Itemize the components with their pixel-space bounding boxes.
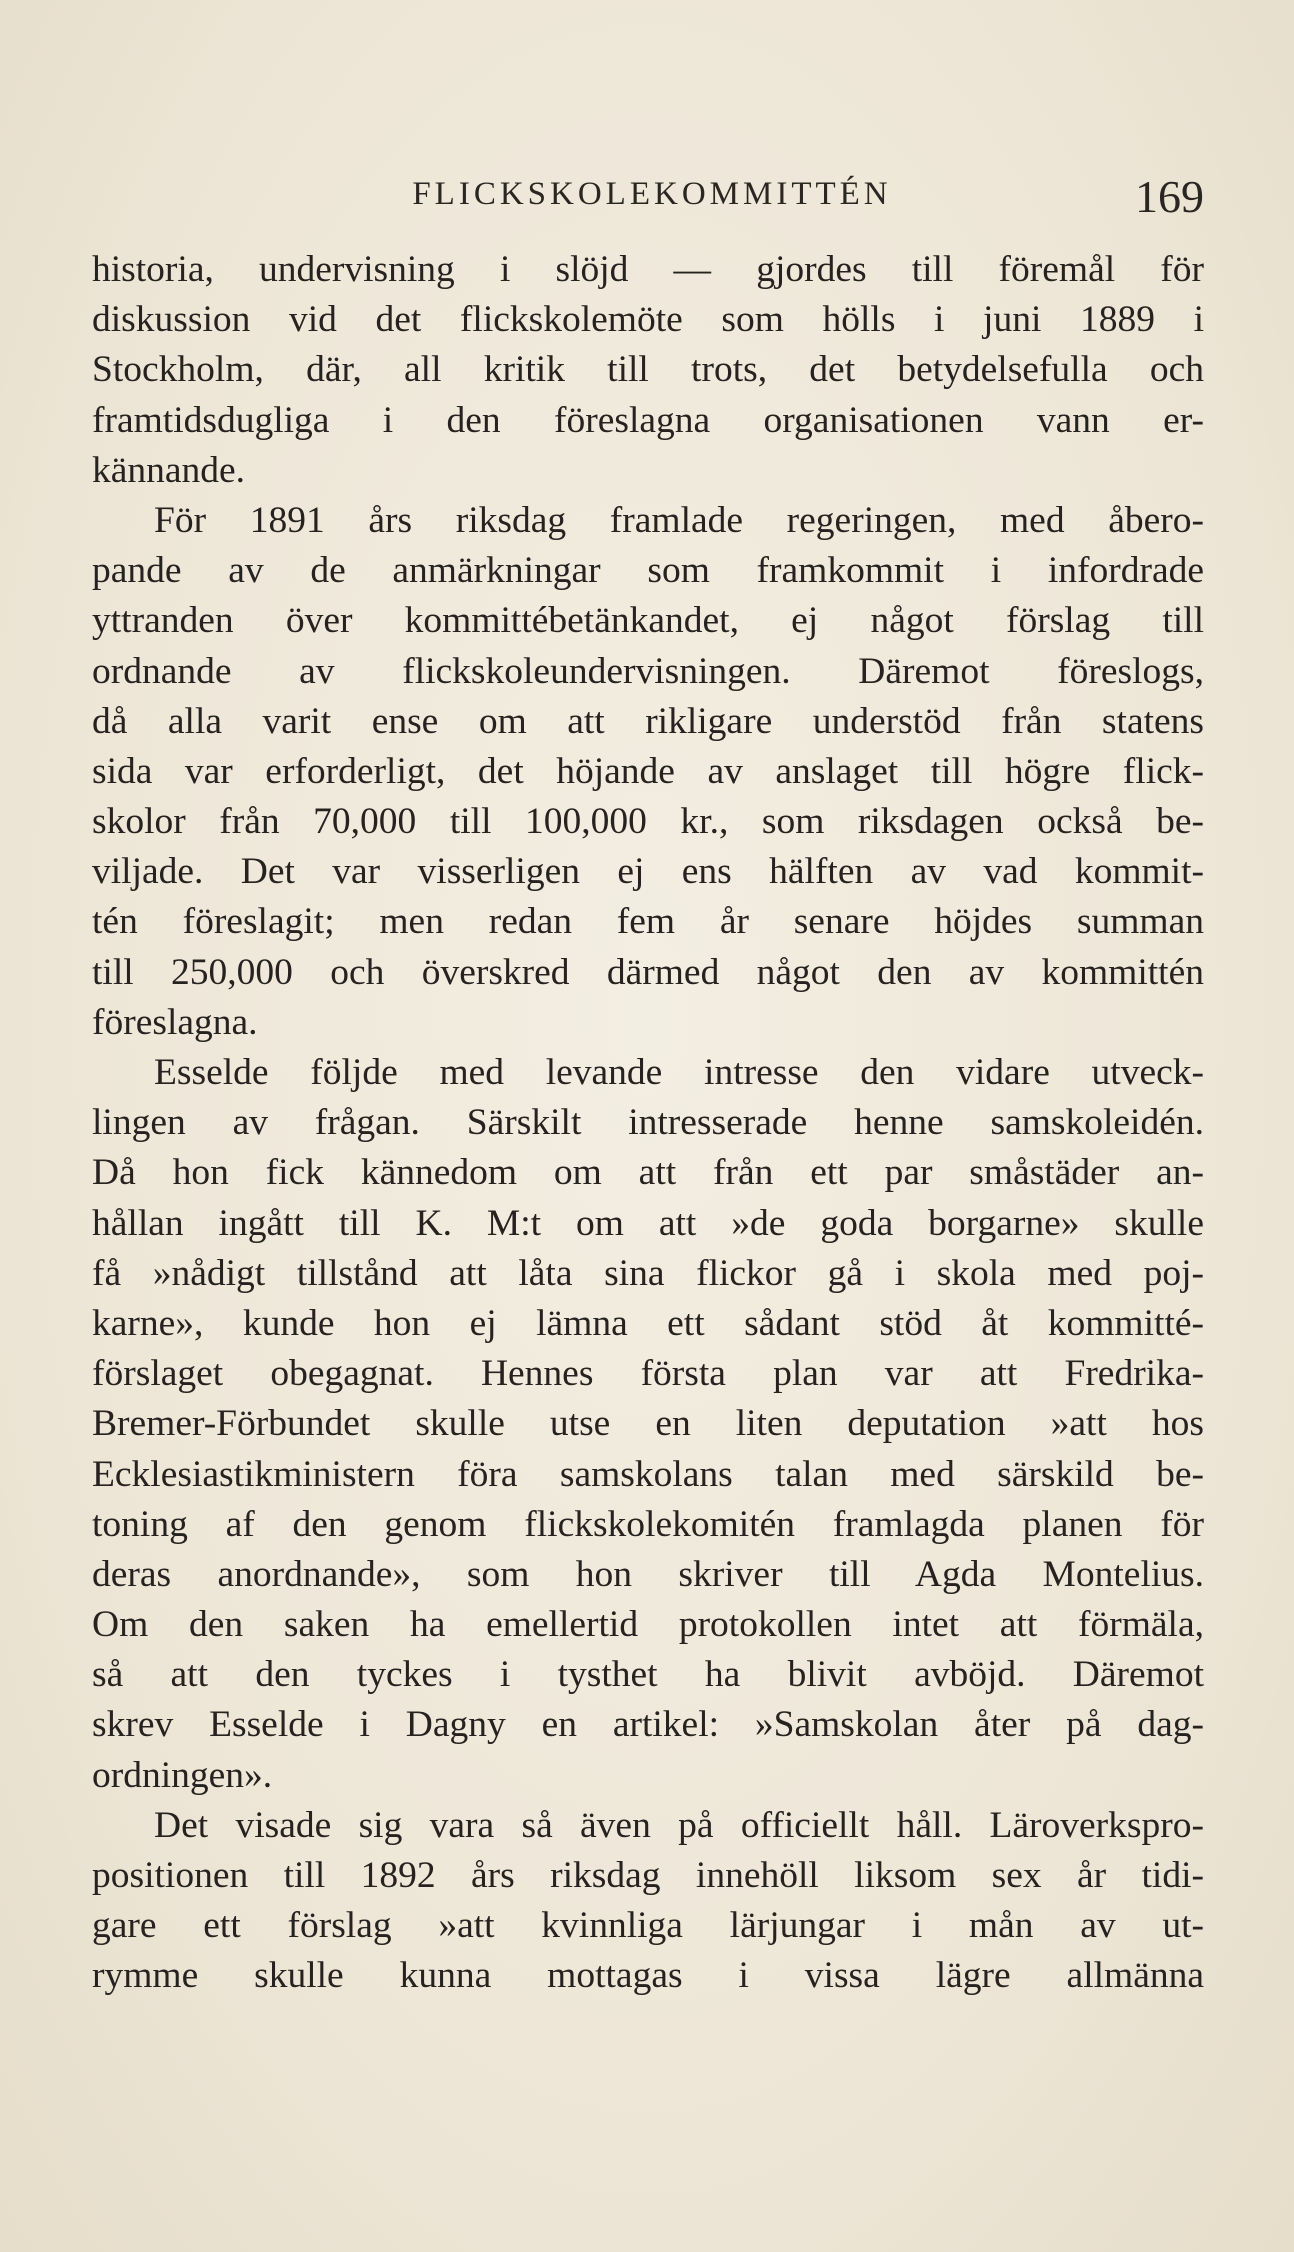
text-line: Ecklesiastikministern föra samskolans talan med särskild be-	[92, 1453, 1204, 1495]
text-line: framtidsdugliga i den föreslagna organisationen vann er-	[92, 399, 1204, 441]
page-number: 169	[1135, 171, 1204, 222]
text-line: viljade. Det var visserligen ej ens hälften av vad kommit-	[92, 851, 1204, 893]
text-line: Esselde följde med levande intresse den vidare utveck-	[154, 1052, 1204, 1093]
text-line: då alla varit ense om att rikligare understöd från statens	[92, 700, 1204, 742]
text-line: För 1891 års riksdag framlade regeringen, med åbero-	[154, 499, 1204, 541]
text-line: hållan ingått till K. M:t om att »de goda borgarne» skulle	[92, 1202, 1204, 1244]
text-line: få »nådigt tillstånd att låta sina flickor gå i skola med poj-	[92, 1252, 1204, 1294]
text-line: ordningen».	[92, 1754, 273, 1796]
text-line: föreslagna.	[92, 1001, 258, 1043]
text-line: till 250,000 och överskred därmed något den av kommittén	[92, 951, 1204, 993]
text-line: lingen av frågan. Särskilt intresserade henne samskoleidén.	[92, 1102, 1204, 1144]
text-line: Bremer-Förbundet skulle utse en liten deputation »att hos	[92, 1403, 1204, 1445]
text-line: historia, undervisning i slöjd — gjordes till föremål för	[92, 249, 1204, 290]
page-header	[90, 170, 1214, 230]
text-line: sida var erforderligt, det höjande av anslaget till högre flick-	[92, 750, 1204, 792]
text-line: karne», kunde hon ej lämna ett sådant stöd åt kommitté-	[92, 1302, 1204, 1344]
text-line: pande av de anmärkningar som framkommit i infordrade	[92, 550, 1204, 592]
text-line: skolor från 70,000 till 100,000 kr., som riksdagen också be-	[92, 801, 1204, 843]
text-line: positionen till 1892 års riksdag innehöll liksom sex år tidi-	[92, 1855, 1204, 1896]
text-line: gare ett förslag »att kvinnliga lärjungar i mån av ut-	[92, 1905, 1204, 1947]
text-line: tén föreslagit; men redan fem år senare höjdes summan	[92, 901, 1204, 943]
text-line: kännande.	[92, 449, 246, 491]
running-head: FLICKSKOLEKOMMITTÉN	[412, 176, 892, 212]
text-line: förslaget obegagnat. Hennes första plan var att Fredrika-	[92, 1353, 1204, 1395]
text-line: Det visade sig vara så även på officiellt håll. Läroverkspro-	[154, 1804, 1204, 1846]
text-line: ordnande av flickskoleundervisningen. Däremot föreslogs,	[92, 650, 1204, 692]
text-line: deras anordnande», som hon skriver till Agda Montelius.	[92, 1553, 1204, 1595]
text-line: diskussion vid det flickskolemöte som hölls i juni 1889 i	[92, 299, 1204, 341]
text-line: så att den tyckes i tysthet ha blivit avböjd. Däremot	[92, 1654, 1204, 1696]
text-line: yttranden över kommittébetänkandet, ej något förslag till	[92, 600, 1204, 642]
text-line: Om den saken ha emellertid protokollen intet att förmäla,	[92, 1604, 1204, 1646]
text-line: Stockholm, där, all kritik till trots, det betydelsefulla och	[92, 349, 1204, 391]
text-line: skrev Esselde i Dagny en artikel: »Samskolan åter på dag-	[92, 1704, 1204, 1746]
text-line: toning af den genom flickskolekomitén framlagda planen för	[92, 1503, 1204, 1545]
text-line: Då hon fick kännedom om att från ett par småstäder an-	[92, 1152, 1204, 1194]
body-text	[92, 245, 1204, 2002]
text-line: rymme skulle kunna mottagas i vissa lägre allmänna	[92, 1955, 1204, 1997]
